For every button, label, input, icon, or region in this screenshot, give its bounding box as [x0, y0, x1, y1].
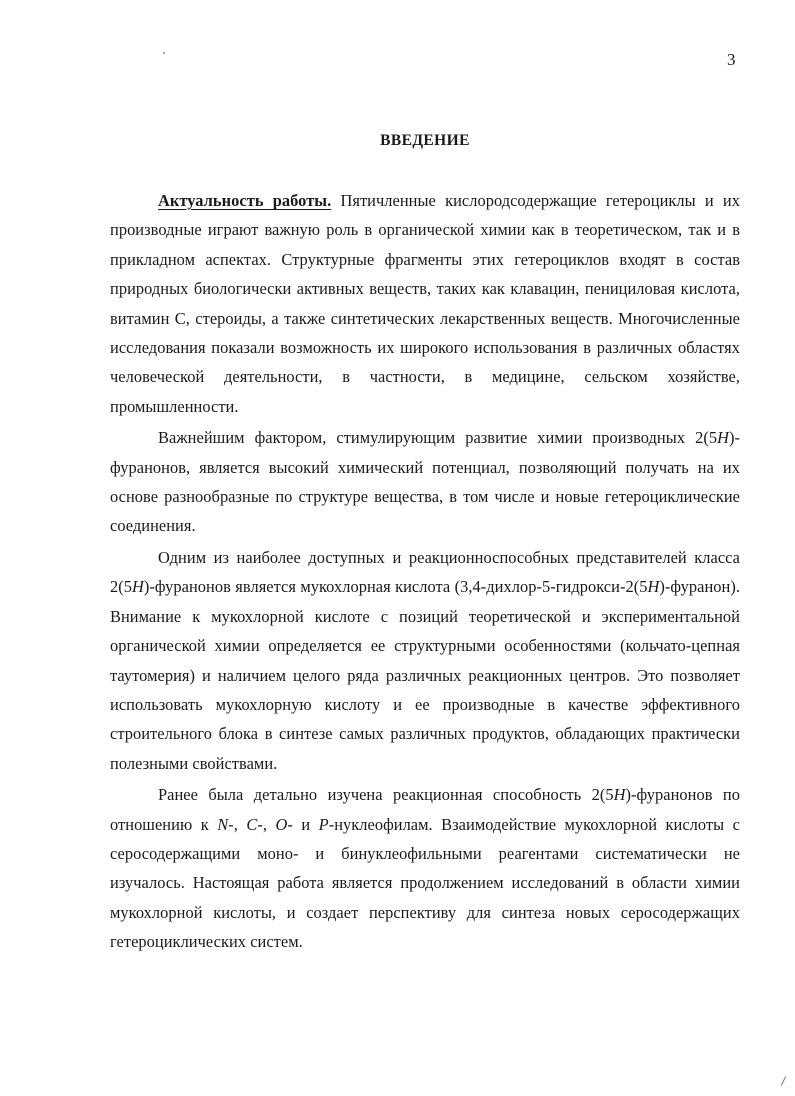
body-text	[110, 186, 740, 959]
italic-symbol: H	[132, 577, 144, 597]
scan-corner-mark	[781, 1076, 786, 1085]
scan-speck	[163, 52, 165, 54]
italic-symbol: N	[217, 814, 229, 834]
text-run: )-фуранонов, является высокий химический потенциал, позволяющий получать на их основе разнообразные по структуре вещества, в том числе и новые гетероциклические соединения.	[110, 428, 740, 536]
italic-symbol: H	[647, 577, 660, 597]
text-run: Пятичленные кислородсодержащие гетероциклы и их производные играют важную роль в органической химии как в теоретическом, так и в прикладном аспектах. Структурные фрагменты этих гетероциклов входят в состав природных биологически активных веществ, таких как клавацин, пенициловая кислота, витамин С, стероиды, а также синтетических лекарственных веществ. Многочисленные исследования показали возможность их широкого использования в различных областях человеческой деятельности, в частности, в медицине, сельском хозяйстве, промышленности.	[110, 191, 740, 416]
italic-symbol: H	[613, 785, 626, 805]
text-run: - и	[287, 814, 319, 834]
text-run: -,	[257, 814, 276, 834]
italic-symbol: H	[717, 428, 729, 448]
paragraph	[110, 423, 740, 541]
paragraph	[110, 780, 740, 956]
paragraph	[110, 186, 740, 421]
italic-symbol: C	[246, 814, 258, 834]
text-run: -,	[228, 814, 247, 834]
paragraph-lead-title: Актуальность работы.	[158, 191, 332, 210]
section-heading: ВВЕДЕНИЕ	[380, 132, 470, 149]
text-run: )-фуранонов по отношению к	[110, 785, 740, 834]
paragraph	[110, 543, 740, 778]
page-number: 3	[727, 50, 736, 69]
text-run: Одним из наиболее доступных и реакционноспособных представителей класса 2(5	[110, 547, 740, 597]
italic-symbol: O	[275, 814, 288, 834]
text-run: )-фуранон). Внимание к мукохлорной кислоте с позиций теоретической и экспериментальной органической химии определяется ее структурными особенностями (кольчато-цепная таутомерия) и наличием целого ряда различных реакционных центров. Это позволяет использовать мукохлорную кислоту и ее производные в качестве эффективного строительного блока в синтезе самых различных продуктов, обладающих практически полезными свойствами.	[110, 577, 740, 773]
text-run: -нуклеофилам. Взаимодействие мукохлорной кислоты с серосодержащими моно- и бинуклеофильными реагентами систематически не изучалось. Настоящая работа является продолжением исследований в области химии мукохлорной кислоты, и создает перспективу для синтеза новых серосодержащих гетероциклических систем.	[110, 814, 740, 952]
text-run: Важнейшим фактором, стимулирующим развитие химии производных 2(5	[158, 428, 718, 448]
text-run: Ранее была детально изучена реакционная способность 2(5	[158, 785, 614, 805]
text-run: )-фуранонов является мукохлорная кислота (3,4-дихлор-5-гидрокси-2(5	[143, 577, 648, 597]
italic-symbol: P	[318, 814, 329, 834]
